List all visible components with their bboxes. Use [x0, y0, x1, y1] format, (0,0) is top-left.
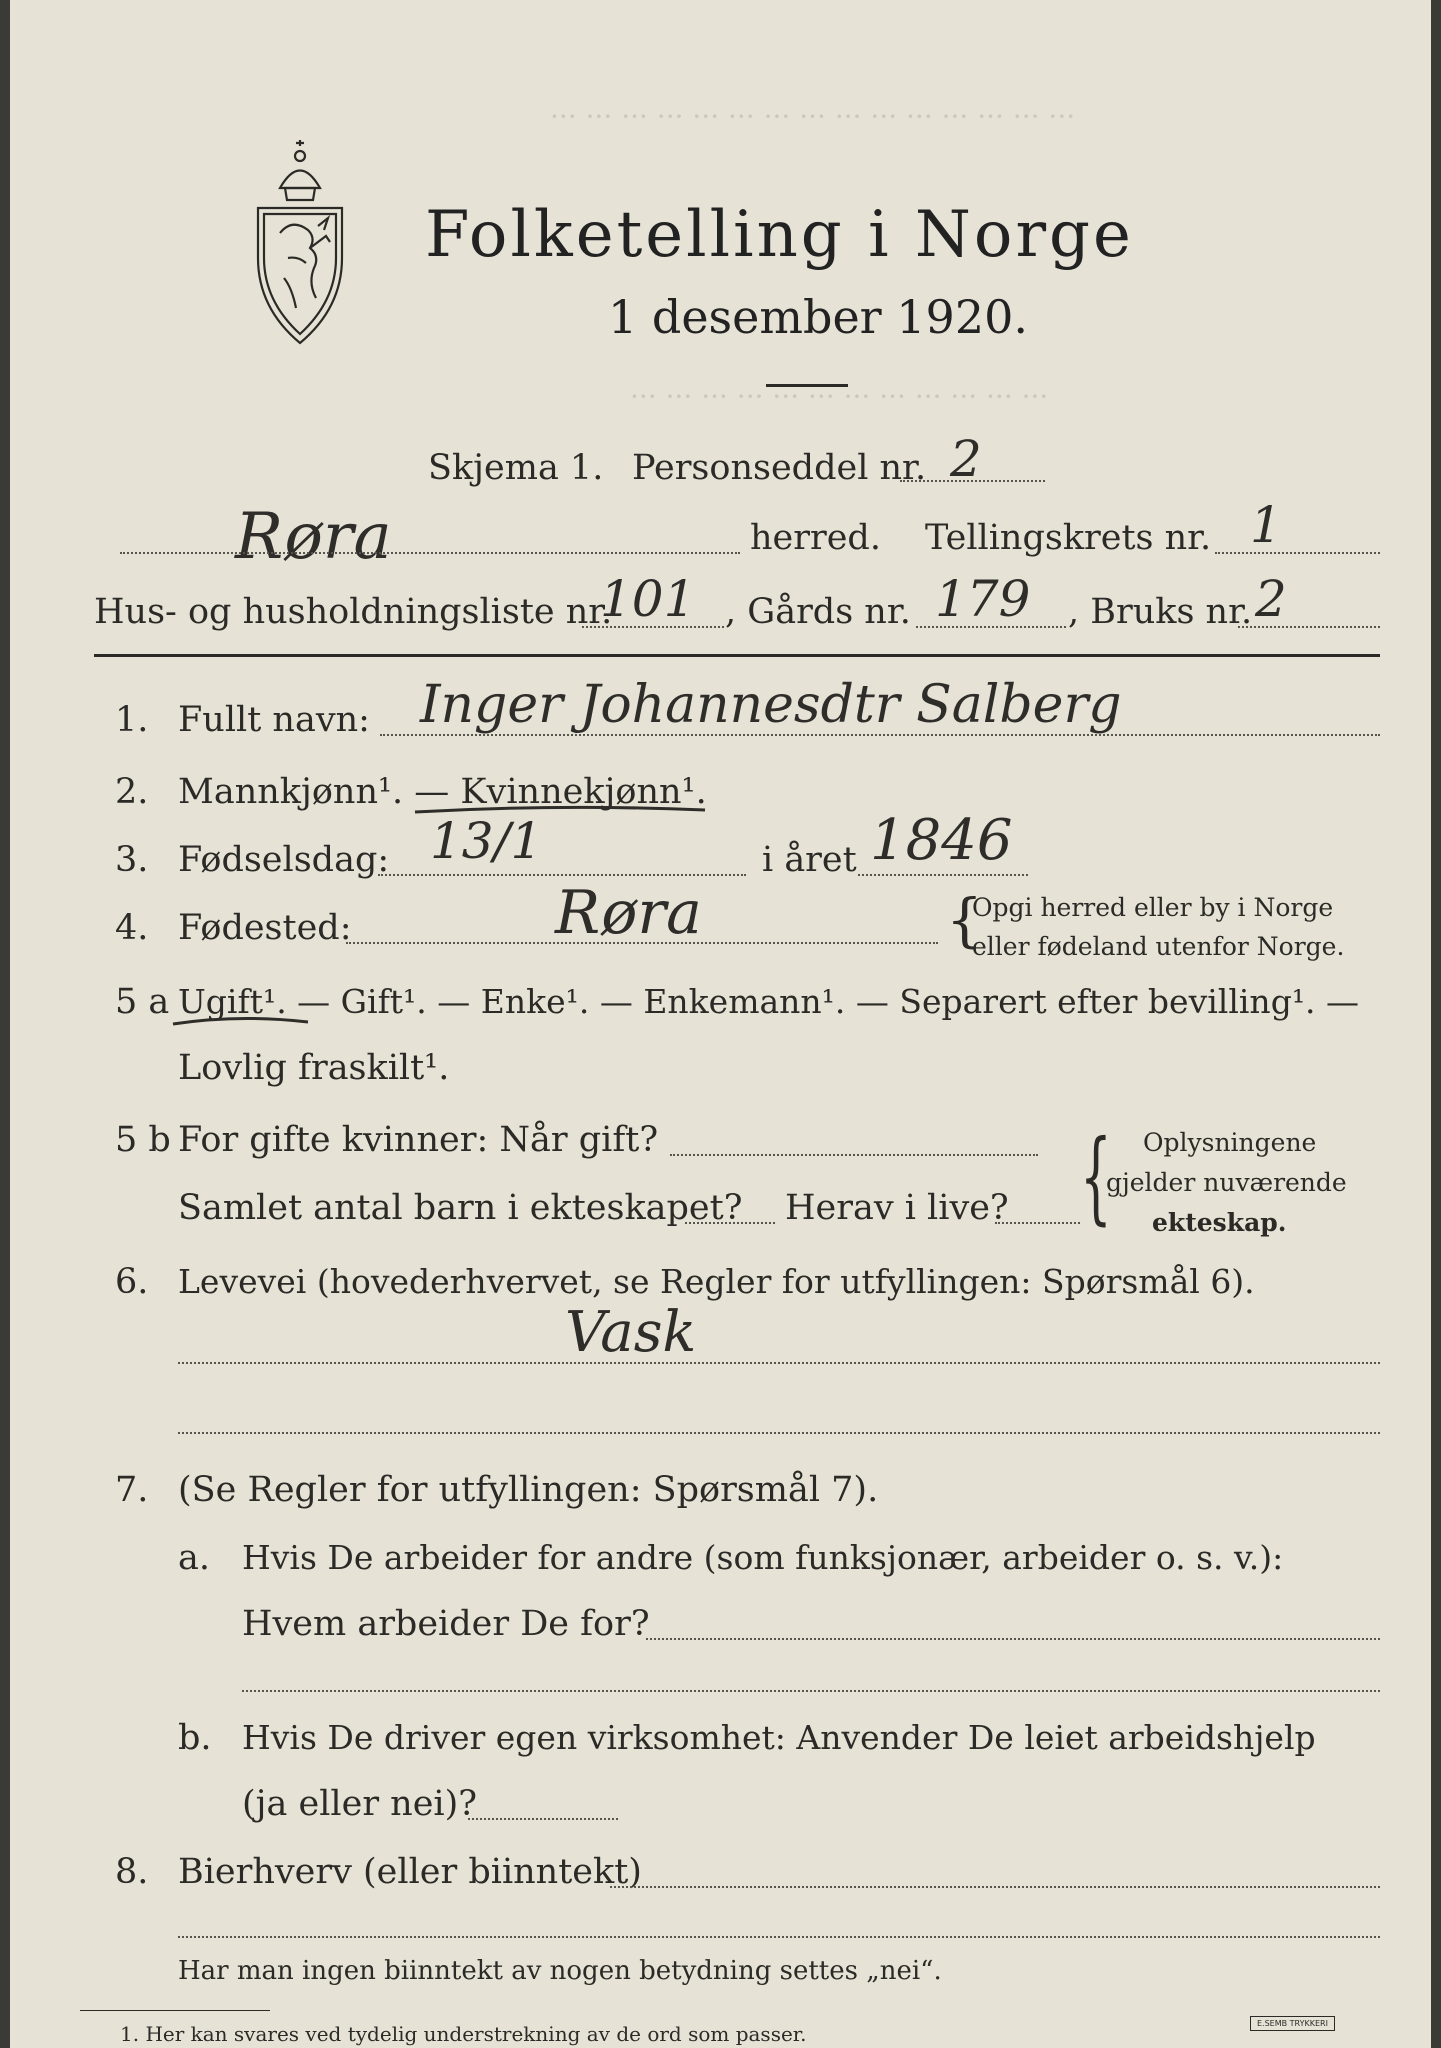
q7-label: (Se Regler for utfyllingen: Spørsmål 7). [178, 1470, 879, 1510]
q3-year-label: i året [762, 840, 857, 880]
q1-label: Fullt navn: [178, 700, 370, 740]
q4-label: Fødested: [178, 908, 352, 948]
herred-line [120, 552, 740, 554]
gards-value[interactable]: 179 [935, 570, 1031, 628]
skjema-label: Skjema 1. [428, 448, 604, 488]
q5a-label: Ugift¹. — Gift¹. — Enke¹. — Enkemann¹. — Separert efter bevilling¹. — [178, 982, 1360, 1021]
q2-number: 2. [115, 772, 149, 812]
q5a-underline-mark [168, 1010, 318, 1032]
bleed-through-text: ··· ··· ··· ··· ··· ··· ··· ··· ··· ··· ··· ··· [630, 380, 1049, 413]
q4-brace: { [946, 886, 983, 954]
printer-mark: E.SEMB TRYKKERI [1250, 2016, 1335, 2031]
tellingskrets-value[interactable]: 1 [1250, 496, 1282, 554]
q5b-number: 5 b [115, 1120, 171, 1160]
q6-number: 6. [115, 1262, 149, 1302]
q4-number: 4. [115, 908, 149, 948]
q2-label: Mannkjønn¹. — Kvinnekjønn¹. [178, 772, 707, 812]
q1-number: 1. [115, 700, 149, 740]
q7b-letter: b. [178, 1718, 212, 1758]
personseddel-label: Personseddel nr. [632, 448, 927, 488]
q5b-note-2: gjelder nuværende [1106, 1168, 1347, 1197]
tellingskrets-label: Tellingskrets nr. [925, 518, 1212, 558]
q8-line-1 [610, 1886, 1380, 1888]
bleed-through-text: ··· ··· ··· ··· ··· ··· ··· ··· ··· ··· ··· ··· ··· ··· ··· [550, 100, 1076, 133]
q7a-line-2 [242, 1690, 1380, 1692]
q5b-note-1: Oplysningene [1143, 1128, 1317, 1157]
q5b-label: For gifte kvinner: Når gift? [178, 1120, 659, 1160]
q5b-label-3: Herav i live? [785, 1188, 1009, 1228]
q4-note-1: Opgi herred eller by i Norge [972, 893, 1334, 922]
hus-value[interactable]: 101 [600, 570, 696, 628]
herred-value[interactable]: Røra [235, 500, 392, 574]
q3-year-line [858, 874, 1028, 876]
q5b-when-line [670, 1154, 1038, 1156]
q4-note-2: eller fødeland utenfor Norge. [972, 932, 1345, 961]
q7a-label: Hvis De arbeider for andre (som funksjonær, arbeider o. s. v.): [242, 1538, 1284, 1577]
q5b-alive-line [995, 1222, 1080, 1224]
q7b-line [468, 1818, 618, 1820]
q5a-number: 5 a [115, 982, 170, 1022]
tellingskrets-line [1215, 552, 1380, 554]
footnote: 1. Her kan svares ved tydelig understrekning av de ord som passer. [120, 2022, 807, 2046]
q5b-children-line [685, 1222, 775, 1224]
q3-line [378, 874, 746, 876]
q6-line-2 [178, 1432, 1380, 1434]
footnote-divider [80, 2010, 270, 2011]
q3-number: 3. [115, 840, 149, 880]
bruks-label: , Bruks nr. [1068, 592, 1253, 632]
q4-value[interactable]: Røra [555, 878, 702, 948]
gards-label: , Gårds nr. [725, 592, 911, 632]
norway-coat-of-arms-icon [250, 138, 350, 348]
q5b-brace: { [1080, 1118, 1112, 1235]
form-title: Folketelling i Norge [425, 198, 1134, 272]
q3-label: Fødselsdag: [178, 840, 390, 880]
title-divider [766, 384, 848, 387]
q7-number: 7. [115, 1470, 149, 1510]
q7a-line-1 [646, 1638, 1380, 1640]
footer-note: Har man ingen biinntekt av nogen betydning settes „nei“. [178, 1956, 942, 1986]
q6-line-1 [178, 1362, 1380, 1364]
form-date: 1 desember 1920. [608, 290, 1028, 344]
hus-label: Hus- og husholdningsliste nr. [94, 592, 613, 632]
q8-number: 8. [115, 1852, 149, 1892]
census-form-page [10, 0, 1431, 2048]
q6-value[interactable]: Vask [565, 1300, 697, 1365]
q7a-letter: a. [178, 1538, 210, 1578]
q8-line-2 [178, 1936, 1380, 1938]
personseddel-value[interactable]: 2 [950, 430, 982, 488]
q5b-label-2: Samlet antal barn i ekteskapet? [178, 1188, 743, 1228]
header-divider [94, 654, 1380, 657]
q5b-note-3: ekteskap. [1152, 1208, 1287, 1237]
q1-value[interactable]: Inger Johannesdtr Salberg [420, 675, 1122, 735]
q5a-label-2: Lovlig fraskilt¹. [178, 1048, 450, 1088]
q7a-label-2: Hvem arbeider De for? [242, 1604, 650, 1644]
herred-label: herred. [750, 518, 881, 558]
q7b-label-2: (ja eller nei)? [242, 1784, 478, 1824]
q3-value[interactable]: 13/1 [430, 812, 543, 870]
q3-year-value[interactable]: 1846 [870, 808, 1013, 873]
q7b-label: Hvis De driver egen virksomhet: Anvender De leiet arbeidshjelp [242, 1718, 1316, 1757]
q8-label: Bierhverv (eller biinntekt) [178, 1852, 642, 1892]
bruks-value[interactable]: 2 [1255, 570, 1287, 628]
q6-label: Levevei (hovederhvervet, se Regler for utfyllingen: Spørsmål 6). [178, 1262, 1255, 1301]
